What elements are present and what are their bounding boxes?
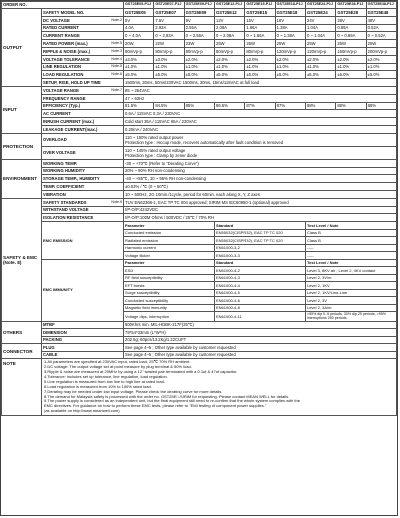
setup-rise-hold-label — [42, 79, 124, 87]
efficiency-value: 84.5% — [154, 102, 184, 110]
safety-group-label — [2, 198, 42, 321]
emc-immunity-level-head: Test Level / Note — [305, 259, 396, 267]
value-cell: 2.55A — [184, 24, 214, 32]
note-ref: Note.2 — [111, 17, 123, 22]
row-label: WORKING TEMP. — [43, 160, 78, 166]
value-cell: 80mVp-p — [245, 47, 275, 55]
value-cell: GST25E05 — [124, 9, 154, 17]
efficiency-value: 85% — [184, 102, 214, 110]
connector-value: See page 4~5 ; Other type available by customer requested — [124, 351, 397, 359]
others-value: 202.5g; 60pcs/13.2Kg/1.22CUFT — [124, 336, 397, 344]
value-cell: 48V — [366, 16, 396, 24]
others-value: 500Khrs min. MIL-HDBK-217F(25℃) — [124, 321, 397, 329]
value-cell: 25W — [366, 40, 396, 48]
model-5: GST25E18-P1J — [275, 2, 305, 9]
connector-row — [2, 344, 397, 352]
over-voltage-label — [42, 146, 124, 159]
efficiency-value: 88% — [336, 102, 366, 110]
spec-table — [1, 1, 397, 416]
value-cell: 25W — [275, 40, 305, 48]
frequency-value: 47 ~ 63Hz — [124, 94, 397, 102]
output-row — [2, 40, 397, 48]
over-voltage-line: 110 ~ 145% rated output voltage — [125, 147, 186, 153]
value-cell: ±3.0% — [124, 55, 154, 63]
environment-value: -40 ~ +85℃, 10 ~ 95% RH non-condensing — [124, 175, 397, 183]
output-row — [2, 63, 397, 71]
value-cell: GST25E12 — [215, 9, 245, 17]
value-cell: 0 ~ 1.04A — [305, 32, 335, 40]
row-label: VOLTAGE TOLERANCE — [43, 56, 90, 62]
emc-emission-parameter: Voltage flicker — [124, 252, 215, 260]
environment-row — [2, 183, 397, 191]
value-cell: 9V — [184, 16, 214, 24]
setup-row — [2, 79, 397, 87]
row-label: STORAGE TEMP., HUMIDITY — [43, 176, 100, 182]
value-cell: ±5.0% — [245, 71, 275, 79]
environment-value: 10 ~ 500Hz, 2G 10min./1cycle, period for 60min. each along X, Y, Z axes — [124, 190, 397, 198]
value-cell: ±2.0% — [275, 55, 305, 63]
emc-immunity-parameter: RF field susceptibility — [124, 274, 215, 282]
row-label: INRUSH CURRENT (max.) — [43, 118, 95, 124]
value-cell: GST25E18 — [275, 9, 305, 17]
voltage-range-label — [42, 86, 124, 94]
value-cell: 4.0A — [124, 24, 154, 32]
note-row — [2, 359, 397, 416]
output-row — [2, 55, 397, 63]
value-cell: GST25E48 — [366, 9, 396, 17]
vibration-label — [42, 190, 124, 198]
environment-value: 20% ~ 90% RH non-condensing — [124, 167, 397, 175]
efficiency-value: 88% — [366, 102, 396, 110]
row-label: RIPPLE & NOISE (max.) — [43, 48, 91, 54]
leakage-value: 0.25mA / 240VAC — [124, 125, 397, 133]
input-inrush-row — [2, 118, 397, 126]
row-label: AC CURRENT — [43, 111, 71, 117]
input-ac-row — [2, 110, 397, 118]
emc-emission-label: EMC EMISSION — [42, 222, 124, 260]
isolation-resistance-label — [42, 214, 124, 222]
model-6: GST25E24-P1J — [305, 2, 335, 9]
connector-row — [2, 351, 397, 359]
temp-coefficient-label — [42, 183, 124, 191]
value-cell: ±5.0% — [215, 71, 245, 79]
environment-value: ±0.03% / ℃ (0 ~ 50℃) — [124, 183, 397, 191]
note-line: (as available on http://www.meanwell.com) — [44, 408, 120, 414]
row-label: PLUG — [43, 344, 55, 350]
emc-immunity-level: Level 2, 3V/m — [305, 274, 396, 282]
input-group-label: INPUT — [2, 86, 42, 133]
row-label: SETUP, RISE, HOLD UP TIME — [43, 79, 101, 85]
row-label: LOAD REGULATION — [43, 72, 84, 78]
emc-immunity-level: Level 3, 8KV air ; Level 2, 4KV contact — [305, 267, 396, 275]
value-cell: 12V — [215, 16, 245, 24]
emc-emission-standard: EN61000-3-2 — [215, 244, 306, 252]
row-label: WORKING HUMIDITY — [43, 168, 86, 174]
value-cell: 25W — [336, 40, 366, 48]
emc-immunity-level: >95% dip 0. 5 periods, 30% dip 25 periods, >95% interruptions 250 periods — [305, 312, 396, 322]
row-label: SAFETY MODEL NO. — [43, 9, 85, 15]
emc-emission-level: Class B — [305, 229, 396, 237]
emc-immunity-parameter: Surge susceptibility — [124, 289, 215, 297]
environment-value: -30 ~ +70℃ (Refer to "Derating Curve") — [124, 159, 397, 167]
emc-emission-standard: EN55032(CISPR32), EAC TP TC 020 — [215, 229, 306, 237]
model-3: GST25E12-P1J — [215, 2, 245, 9]
row-label: SAFETY STANDARDS — [43, 199, 87, 205]
frequency-range-label — [42, 94, 124, 102]
row-label: FREQUENCY RANGE — [43, 95, 86, 101]
safety-group-title: SAFETY & EMC — [3, 254, 38, 260]
efficiency-label — [42, 102, 124, 110]
note-body — [42, 359, 397, 416]
emc-emission-standard: EN55032(CISPR32), EAC TP TC 020 — [215, 237, 306, 245]
output-group-label: OUTPUT — [2, 9, 42, 87]
emc-emission-level: ----- — [305, 252, 396, 260]
value-cell: 20W — [124, 40, 154, 48]
output-row — [2, 71, 397, 79]
emc-immunity-label: EMC IMMUNITY — [42, 259, 124, 321]
overvoltage-row — [2, 146, 397, 159]
row-label: WITHSTAND VOLTAGE — [43, 207, 89, 213]
value-cell: 22W — [154, 40, 184, 48]
protection-group-label: PROTECTION — [2, 133, 42, 159]
note-ref: Note.5 — [111, 64, 123, 69]
value-cell: 0 ~ 1.38A — [275, 32, 305, 40]
value-cell: ±5.0% — [275, 71, 305, 79]
model-8: GST25E48-P1J — [366, 2, 396, 9]
working-humidity-label — [42, 167, 124, 175]
others-value: 79*54*33mm (L*W*H) — [124, 329, 397, 337]
environment-row — [2, 190, 397, 198]
over-voltage-value — [124, 146, 397, 159]
value-cell: ±1.0% — [184, 63, 214, 71]
safety-model-no-label — [42, 9, 124, 17]
efficiency-value: 86.5% — [215, 102, 245, 110]
emc-immunity-standard: EN61000-4-3 — [215, 274, 306, 282]
value-cell: ±1.0% — [154, 63, 184, 71]
output-row — [2, 47, 397, 55]
ac-current-value: 0.6A / 115VAC 0.3A / 230VAC — [124, 110, 397, 118]
value-cell: ±2.0% — [184, 55, 214, 63]
value-cell: 5V — [124, 16, 154, 24]
row-label: CABLE — [43, 352, 58, 358]
value-cell: 2.08A — [215, 24, 245, 32]
value-cell: ±5.0% — [124, 71, 154, 79]
output-row — [2, 24, 397, 32]
note-ref: Note.5 — [111, 40, 123, 45]
value-cell: ±2.0% — [305, 55, 335, 63]
value-cell: ±2.0% — [215, 55, 245, 63]
emc-immunity-parameter: Conducted susceptibility — [124, 297, 215, 305]
current-range-label — [42, 32, 124, 40]
emc-emission-parameter: Conducted emission — [124, 229, 215, 237]
value-cell: 1.66A — [245, 24, 275, 32]
emc-immunity-parameter-head: Parameter — [124, 259, 215, 267]
efficiency-value: 88% — [305, 102, 335, 110]
load-regulation-label — [42, 71, 124, 79]
emc-immunity-level: Level 2, 3A/m — [305, 304, 396, 312]
output-row — [2, 16, 397, 24]
emc-immunity-standard: EN61000-4-5 — [215, 289, 306, 297]
model-7: GST25E28-P1J — [336, 2, 366, 9]
overload-label — [42, 133, 124, 146]
value-cell: ±5.0% — [305, 71, 335, 79]
value-cell: 80mVp-p — [124, 47, 154, 55]
others-row — [2, 329, 397, 337]
value-cell: 0 ~ 2.08A — [215, 32, 245, 40]
value-cell: ±1.0% — [366, 63, 396, 71]
row-label: PACKING — [43, 337, 62, 343]
value-cell: GST25E24 — [305, 9, 335, 17]
emc-emission-level: ----- — [305, 244, 396, 252]
leakage-current-label — [42, 125, 124, 133]
value-cell: 15V — [245, 16, 275, 24]
value-cell: GST25E28 — [336, 9, 366, 17]
withstand-voltage-label — [42, 206, 124, 214]
row-label: ISOLATION RESISTANCE — [43, 215, 94, 221]
value-cell: ±2.0% — [336, 55, 366, 63]
value-cell: 0.52A — [366, 24, 396, 32]
emc-emission-level-head: Test Level / Note — [305, 222, 396, 230]
overload-line: 110 ~ 150% rated output power — [125, 134, 184, 140]
note-line: 9.The power supply is considered as an independent unit, but the final equipment still need to re-confirm that the whole system complies with the — [44, 398, 300, 404]
row-label: EFFICIENCY (Typ.) — [43, 103, 81, 109]
plug-label — [42, 344, 124, 352]
value-cell: 25W — [305, 40, 335, 48]
inrush-current-label — [42, 118, 124, 126]
emc-emission-parameter: Harmonic current — [124, 244, 215, 252]
others-group-label: OTHERS — [2, 321, 42, 344]
value-cell: ±5.0% — [154, 71, 184, 79]
value-cell: 120mVp-p — [275, 47, 305, 55]
note-ref: Note.4 — [111, 56, 123, 61]
note-line: 7.Derating may be needed under low input voltage. Please check the derating curve for more details. — [44, 388, 223, 394]
input-frequency-row — [2, 94, 397, 102]
mtbf-label — [42, 321, 124, 329]
emc-emission-level: Class B — [305, 237, 396, 245]
rated-power-max-label — [42, 40, 124, 48]
output-row — [2, 32, 397, 40]
emc-immunity-level: Level 2, 1KV — [305, 282, 396, 290]
voltage-range-value: 85 ~ 264VAC — [124, 86, 397, 94]
note-line: 1.All parameters are specified at 230VAC input, rated load, 25℃ 70% RH ambient. — [44, 359, 191, 365]
value-cell: 0 ~ 0.52A — [366, 32, 396, 40]
value-cell: ±5.0% — [366, 71, 396, 79]
emc-emission-head-row — [2, 222, 397, 230]
input-efficiency-row — [2, 102, 397, 110]
row-label: DIMENSION — [43, 329, 67, 335]
emc-immunity-parameter: Voltage dips, interruption — [124, 312, 215, 322]
working-temp-label — [42, 159, 124, 167]
row-label: RATED POWER (max.) — [43, 40, 88, 46]
row-label: CURRENT RANGE — [43, 33, 80, 39]
value-cell: GST25E15 — [245, 9, 275, 17]
emc-immunity-head-row — [2, 259, 397, 267]
safety-group-note: (Note. 8) — [3, 259, 22, 265]
emc-immunity-standard-head: Standard — [215, 259, 306, 267]
safety-standards-row — [2, 198, 397, 206]
rated-current-label — [42, 24, 124, 32]
model-1: GST25E07-P1J — [154, 2, 184, 9]
dimension-label — [42, 329, 124, 337]
note-line: 5.Line regulation is measured from low line to high line at rated load. — [44, 378, 165, 384]
others-row — [2, 336, 397, 344]
value-cell: 18V — [275, 16, 305, 24]
value-cell: 200mVp-p — [366, 47, 396, 55]
ac-current-label — [42, 110, 124, 118]
note-ref: Note.3 — [111, 48, 123, 53]
value-cell: ±2.0% — [366, 55, 396, 63]
overload-line: Protection type : Hiccup mode, recovers automatically after fault condition is removed — [125, 139, 284, 145]
dc-voltage-label — [42, 16, 124, 24]
value-cell: ±2.0% — [245, 55, 275, 63]
value-cell: 7.5V — [154, 16, 184, 24]
value-cell: 25W — [245, 40, 275, 48]
row-label: RATED CURRENT — [43, 25, 79, 31]
safety-standards-value: TUV EN62368-1, EAC TP TC 004 approved; SIRIM MS IEC60950-1 (optional) approved — [124, 198, 397, 206]
withstand-row — [2, 206, 397, 214]
others-row — [2, 321, 397, 329]
emc-immunity-parameter: Magnetic field immunity — [124, 304, 215, 312]
value-cell: 80mVp-p — [215, 47, 245, 55]
safety-standards-label — [42, 198, 124, 206]
note-line: 8.The demand for Malaysia safety is processed with the order no. GST25E□-SIRIM for requesting. Please contact MEAN WELL for details. — [44, 393, 290, 399]
isolation-row — [2, 214, 397, 222]
value-cell: 2.93A — [154, 24, 184, 32]
value-cell: ±1.0% — [215, 63, 245, 71]
value-cell: 24V — [305, 16, 335, 24]
emc-immunity-standard: EN61000-4-8 — [215, 304, 306, 312]
environment-group-label: ENVIRONMENT — [2, 159, 42, 198]
value-cell: ±5.0% — [336, 71, 366, 79]
value-cell: 0.89A — [336, 24, 366, 32]
emc-immunity-standard: EN61000-4-11 — [215, 312, 306, 322]
efficiency-value: 87% — [245, 102, 275, 110]
inrush-value: Cold start 35A / 115VAC 65A / 230VAC — [124, 118, 397, 126]
emc-emission-parameter-head: Parameter — [124, 222, 215, 230]
value-cell: 0 ~ 1.66A — [245, 32, 275, 40]
row-label: TEMP. COEFFICIENT — [43, 183, 85, 189]
value-cell: 0 ~ 2.93A — [154, 32, 184, 40]
row-label: OVERLOAD — [43, 137, 67, 143]
value-cell: 120mVp-p — [305, 47, 335, 55]
environment-row — [2, 159, 397, 167]
value-cell: 0 ~ 2.55A — [184, 32, 214, 40]
row-label: DC VOLTAGE — [43, 17, 70, 23]
withstand-value: I/P-O/P:4242VDC — [124, 206, 397, 214]
note-line: 4.Tolerance: includes set up tolerance, line regulation, load regulation. — [44, 373, 168, 379]
note-group-label: NOTE — [2, 359, 42, 416]
connector-group-label: CONNECTOR — [2, 344, 42, 359]
storage-temp-humidity-label — [42, 175, 124, 183]
value-cell: 1.38A — [275, 24, 305, 32]
model-2: GST25E09-P1J — [184, 2, 214, 9]
value-cell: ±1.0% — [124, 63, 154, 71]
ripple-noise-max-label — [42, 47, 124, 55]
order-row — [2, 2, 397, 9]
value-cell: 0 ~ 4.0A — [124, 32, 154, 40]
value-cell: ±1.0% — [245, 63, 275, 71]
model-0: GST25E05-P1J — [124, 2, 154, 9]
note-line: EMC directives. For guidance on how to perform these EMC tests, please refer to "EMI testing of component power supplies." — [44, 403, 267, 409]
setup-value: 1500ms, 30ms, 50ms/230VAC 1500ms, 30ms, 15ms/115VAC at full load — [124, 79, 397, 87]
emc-immunity-standard: EN61000-4-6 — [215, 297, 306, 305]
value-cell: 150mVp-p — [336, 47, 366, 55]
emc-immunity-standard: EN61000-4-2 — [215, 267, 306, 275]
row-label: LINE REGULATION — [43, 64, 82, 70]
emc-immunity-level: Level 2, 1KV/Line-Line — [305, 289, 396, 297]
value-cell: 80mVp-p — [154, 47, 184, 55]
value-cell: 25W — [215, 40, 245, 48]
emc-immunity-parameter: ESD — [124, 267, 215, 275]
overload-value — [124, 133, 397, 146]
row-label: VOLTAGE RANGE — [43, 87, 79, 93]
efficiency-value: 87% — [275, 102, 305, 110]
line-regulation-label — [42, 63, 124, 71]
cable-label — [42, 351, 124, 359]
order-label: ORDER NO. — [2, 2, 124, 9]
environment-row — [2, 167, 397, 175]
emc-immunity-level: Level 2, 3V — [305, 297, 396, 305]
note-line: 2.DC voltage: The output voltage set at point measure by plug terminal & 50% load. — [44, 364, 192, 370]
input-voltage-row — [2, 86, 397, 94]
row-label: OVER VOLTAGE — [43, 150, 76, 156]
emc-emission-standard-head: Standard — [215, 222, 306, 230]
model-4: GST25E15-P1J — [245, 2, 275, 9]
value-cell: 0 ~ 0.89A — [336, 32, 366, 40]
emc-emission-standard: EN61000-3-3 — [215, 252, 306, 260]
row-label: LEAKAGE CURRENT(max.) — [43, 126, 98, 132]
packing-label — [42, 336, 124, 344]
connector-value: See page 4~5 ; Other type available by customer requested — [124, 344, 397, 352]
note-line: 3.Ripple & noise are measured at 20MHz by using a 12" twisted pair terminated with a 0.1uf & 47uf capacitor. — [44, 369, 238, 375]
row-label: VIBRATION — [43, 191, 66, 197]
value-cell: ±1.0% — [305, 63, 335, 71]
emc-immunity-standard: EN61000-4-4 — [215, 282, 306, 290]
output-row — [2, 9, 397, 17]
note-ref: Note.7 — [111, 87, 123, 92]
over-voltage-line: Protection type : Clamp by zener diode — [125, 152, 198, 158]
row-label: MTBF — [43, 322, 55, 328]
value-cell: 80mVp-p — [184, 47, 214, 55]
value-cell: ±5.0% — [184, 71, 214, 79]
value-cell: ±3.0% — [154, 55, 184, 63]
note-ref: Note.6 — [111, 72, 123, 77]
value-cell: ±1.0% — [275, 63, 305, 71]
environment-row — [2, 175, 397, 183]
value-cell: GST25E09 — [184, 9, 214, 17]
value-cell: 1.04A — [305, 24, 335, 32]
value-cell: ±1.0% — [336, 63, 366, 71]
note-line: 6.Load regulation is measured from 10% to 100% rated load. — [44, 383, 152, 389]
emc-emission-parameter: Radiated emission — [124, 237, 215, 245]
voltage-tolerance-label — [42, 55, 124, 63]
efficiency-value: 81.5% — [124, 102, 154, 110]
isolation-value: I/P-O/P:100M Ohms / 500VDC / 25℃ / 70% RH — [124, 214, 397, 222]
overload-row — [2, 133, 397, 146]
value-cell: 23W — [184, 40, 214, 48]
input-leakage-row — [2, 125, 397, 133]
note-ref: Note.9 — [111, 199, 123, 204]
emc-immunity-parameter: EFT bursts — [124, 282, 215, 290]
value-cell: GST25E07 — [154, 9, 184, 17]
value-cell: 28V — [336, 16, 366, 24]
